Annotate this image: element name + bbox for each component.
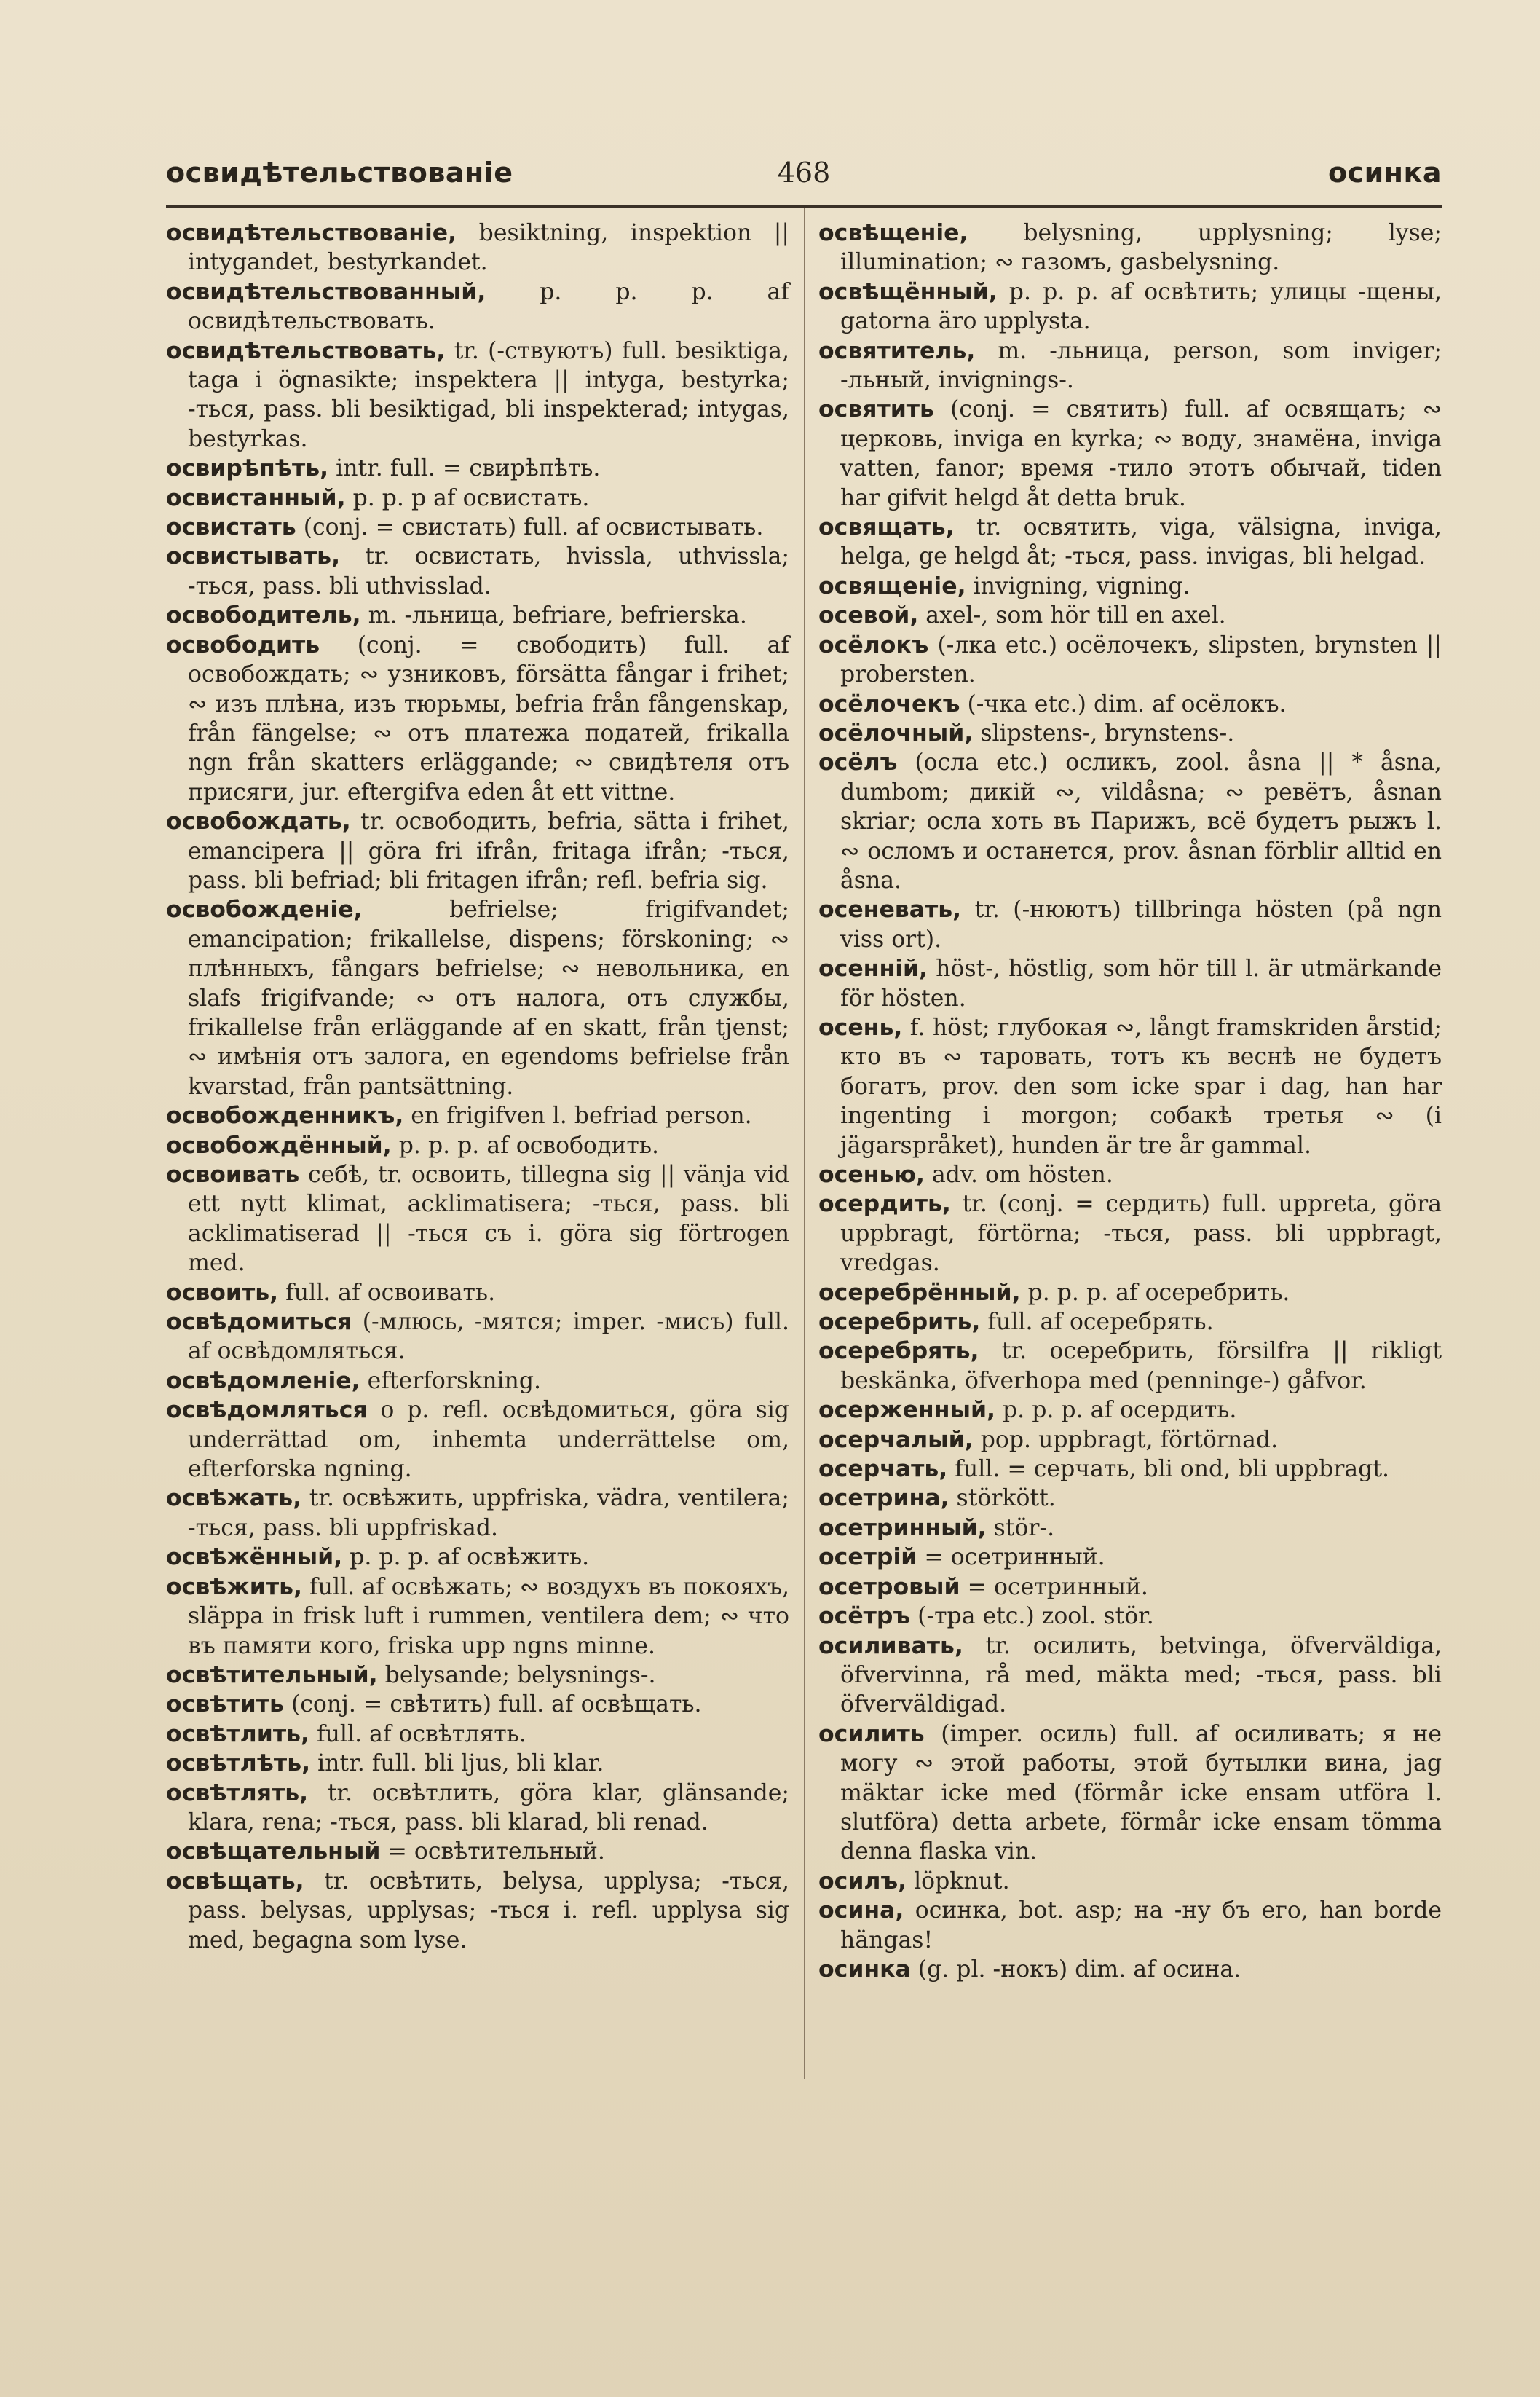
entry-definition: tr. освистать, hvissla, uthvissla; -ться, pass. bli uthvisslad. [188, 543, 789, 599]
entry-definition: tr. (-нюютъ) tillbringa hösten (på ngn viss ort). [840, 897, 1442, 953]
dictionary-entry [818, 336, 1442, 395]
dictionary-entry [166, 542, 789, 601]
entry-definition: m. -льница, befriare, befrierska. [360, 602, 747, 629]
entry-headword: освобождённый, [166, 1132, 392, 1159]
entry-headword: освоить, [166, 1279, 279, 1306]
dictionary-entry [166, 1543, 789, 1572]
entry-headword: осердить, [818, 1191, 951, 1218]
entry-definition: (imper. осиль) full. af осиливать; я не могу ∾ этой работы, этой бутылки вина, jag mäktar icke med (förmår icke ensam utföra l. slutföra) detta arbete, förmår icke ensam tömma denna flaska vin. [840, 1720, 1442, 1865]
entry-headword: осетринный, [818, 1514, 987, 1541]
dictionary-entry [166, 1749, 789, 1778]
entry-definition: besiktning, inspektion || intygandet, bestyrkandet. [188, 220, 789, 276]
dictionary-entry [818, 1720, 1442, 1867]
right-column [818, 219, 1442, 1984]
entry-headword: освирѣпѣть, [166, 455, 329, 482]
entry-headword: освѣщательный [166, 1838, 381, 1865]
entry-headword: осетрина, [818, 1485, 949, 1512]
dictionary-entry [818, 1278, 1442, 1307]
entry-headword: осетровый [818, 1573, 960, 1600]
entry-definition: en frigifven l. befriad person. [403, 1103, 752, 1130]
entry-definition: tr. освѣтить, belysa, upplysa; -ться, pass. belysas, upplysas; -ться i. refl. upplysa sig med, begagna som lyse. [188, 1867, 789, 1953]
dictionary-entry [166, 1720, 789, 1749]
entry-definition: = освѣтительный. [380, 1838, 605, 1865]
entry-definition: tr. (conj. = сердить) full. uppreta, göra uppbragt, förtörna; -ться, pass. bli uppbragt, vredgas. [840, 1191, 1442, 1277]
dictionary-entry [166, 336, 789, 454]
entry-definition: (conj. = святить) full. af освящать; ∾ церковь, inviga en kyrka; ∾ воду, знамёна, inviga vatten, fanor; время -тило этотъ обычай, tiden har gifvit helgd åt detta bruk. [840, 396, 1442, 511]
entry-definition: tr. освободить, befria, sätta i frihet, emancipera || göra fri ifrån, fritaga ifrån; -ться, pass. bli befriad; bli fritagen ifrån; refl. befria sig. [188, 808, 789, 894]
page-header [166, 157, 1442, 200]
dictionary-entry [166, 1160, 789, 1278]
dictionary-entry [166, 895, 789, 1101]
dictionary-entry [818, 1337, 1442, 1396]
dictionary-entry [166, 1661, 789, 1690]
entry-headword: освѣдомляться [166, 1397, 368, 1424]
entry-headword: осенній, [818, 956, 928, 983]
entry-headword: освятитель, [818, 337, 976, 364]
entry-headword: освѣжать, [166, 1485, 302, 1512]
entry-headword: осенью, [818, 1162, 925, 1188]
entry-headword: осёлочекъ [818, 690, 960, 717]
entry-headword: освѣдомиться [166, 1309, 352, 1336]
dictionary-entry [818, 895, 1442, 954]
dictionary-entry [818, 1307, 1442, 1337]
entry-headword: освоивать [166, 1162, 300, 1188]
dictionary-entry [166, 1101, 789, 1130]
entry-definition: = осетринный. [917, 1544, 1105, 1571]
entry-headword: освященіе, [818, 572, 966, 599]
entry-definition: full. af осеребрять. [980, 1309, 1214, 1336]
entry-definition: stör-. [986, 1514, 1055, 1541]
dictionary-entry [166, 601, 789, 630]
dictionary-entry [818, 1573, 1442, 1602]
entry-headword: осеребрять, [818, 1338, 979, 1365]
entry-headword: осилъ, [818, 1867, 907, 1894]
entry-definition: intr. full. bli ljus, bli klar. [310, 1750, 604, 1777]
entry-headword: освѣтлять, [166, 1779, 309, 1806]
dictionary-entry [818, 513, 1442, 572]
entry-headword: освидѣтельствовать, [166, 337, 446, 364]
entry-definition: full. af освоивать. [278, 1279, 496, 1306]
dictionary-entry [166, 1837, 789, 1866]
dictionary-entry [818, 954, 1442, 1013]
entry-headword: осинка [818, 1956, 911, 1983]
entry-headword: осёлъ [818, 749, 898, 776]
entry-definition: efterforskning. [360, 1367, 542, 1394]
entry-definition: (осла etc.) осликъ, zool. åsna || * åsna, dumbom; дикій ∾, vildåsna; ∾ ревётъ, åsnan skriar; осла хоть въ Парижъ, всё будетъ рыжъ l. ∾ осломъ и останется, prov. åsnan förblir alltid en åsna. [840, 749, 1442, 894]
dictionary-entry [818, 395, 1442, 513]
entry-definition: belysning, upplysning; lyse; illumination; ∾ газомъ, gasbelysning. [840, 220, 1442, 276]
dictionary-entry [166, 513, 789, 542]
entry-definition: befrielse; frigifvandet; emancipation; frikallelse, dispens; förskoning; ∾ плѣнныхъ, fångars befrielse; ∾ невольника, en slafs frigifvande; ∾ отъ налога, отъ службы, frikallelse från erläggande af en skatt, från tjenst; ∾ имѣнія отъ залога, en egendoms befrielse från kvarstad, från pantsättning. [188, 897, 789, 1100]
entry-headword: освѣщеніе, [818, 220, 968, 246]
entry-headword: осерчать, [818, 1456, 948, 1483]
entry-definition: intr. full. = свирѣпѣть. [328, 455, 601, 482]
dictionary-entry [818, 601, 1442, 630]
dictionary-entry [818, 748, 1442, 895]
entry-headword: освящать, [818, 514, 955, 541]
dictionary-entry [818, 572, 1442, 601]
entry-definition: осинка, bot. asp; на -ну бъ его, han borde hängas! [840, 1897, 1442, 1953]
column-divider [804, 208, 805, 2079]
entry-headword: осерчалый, [818, 1426, 974, 1453]
dictionary-entry [166, 1366, 789, 1396]
entry-definition: p. p. p. af осеребрить. [1020, 1279, 1290, 1306]
dictionary-entry [166, 1278, 789, 1307]
entry-definition: full. = серчать, bli ond, bli uppbragt. [947, 1456, 1389, 1483]
dictionary-entry [818, 219, 1442, 278]
right-guideword: осинка [1328, 157, 1442, 189]
entry-headword: освистать [166, 514, 296, 541]
entry-definition: invigning, vigning. [966, 572, 1190, 599]
entry-definition: adv. om hösten. [924, 1162, 1113, 1188]
dictionary-entry [818, 1896, 1442, 1955]
entry-headword: осевой, [818, 602, 919, 629]
entry-headword: осётръ [818, 1603, 911, 1630]
entry-headword: осиливать, [818, 1632, 963, 1659]
entry-definition: tr. освятить, viga, välsigna, inviga, helga, ge helgd åt; -ться, pass. invigas, bli helgad. [840, 514, 1442, 570]
entry-headword: освободитель, [166, 602, 361, 629]
entry-definition: slipstens-, brynstens-. [973, 720, 1235, 747]
dictionary-entry [166, 219, 789, 278]
entry-headword: осилить [818, 1720, 925, 1747]
entry-headword: осетрій [818, 1544, 917, 1571]
entry-definition: p. p. p. af освободить. [391, 1132, 659, 1159]
dictionary-entry [166, 1396, 789, 1484]
entry-definition: = осетринный. [960, 1573, 1148, 1600]
dictionary-entry [818, 1955, 1442, 1984]
entry-headword: освидѣтельствованіе, [166, 220, 457, 246]
entry-definition: (g. pl. -нокъ) dim. af осина. [910, 1956, 1241, 1983]
dictionary-entry [818, 278, 1442, 336]
entry-headword: освѣтить [166, 1691, 284, 1718]
entry-definition: f. höst; глубокая ∾, långt framskriden årstid; кто въ ∾ таровать, тотъ къ веснѣ не будетъ богатъ, prov. den som icke spar i dag, han har ingenting i morgon; cобакѣ третья ∾ (i jägarspråket), hunden är tre år gammal. [840, 1014, 1442, 1159]
dictionary-entry [818, 1543, 1442, 1572]
entry-definition: p. p. p. af осердить. [995, 1397, 1237, 1424]
entry-definition: (conj. = свистать) full. af освистывать. [296, 514, 764, 541]
entry-definition: pop. uppbragt, förtörnad. [973, 1426, 1279, 1453]
page-number: 468 [777, 157, 831, 189]
entry-headword: освѣдомленіе, [166, 1367, 360, 1394]
dictionary-entry [818, 719, 1442, 748]
left-guideword: освидѣтельствованіе [166, 157, 513, 189]
entry-definition: tr. осеребрить, försilfra || rikligt beskänka, öfverhopa med (penninge-) gåfvor. [840, 1338, 1442, 1394]
dictionary-entry [166, 631, 789, 807]
entry-definition: (-лка etc.) осёлочекъ, slipsten, brynsten || probersten. [840, 631, 1442, 688]
entry-definition: (-тра etc.) zool. stör. [910, 1603, 1154, 1630]
entry-headword: осерженный, [818, 1397, 995, 1424]
entry-headword: осёлочный, [818, 720, 974, 747]
dictionary-entry [166, 1484, 789, 1543]
entry-definition: störkött. [949, 1485, 1056, 1512]
dictionary-entry [166, 1307, 789, 1366]
entry-headword: освобождать, [166, 808, 351, 835]
dictionary-entry [166, 1690, 789, 1719]
entry-headword: освѣжить, [166, 1573, 302, 1600]
entry-definition: p. p. p. af освѣтить; улицы -щены, gatorna äro upplysta. [840, 278, 1442, 335]
dictionary-entry [818, 1160, 1442, 1189]
entry-definition: (conj. = свободить) full. af освобождать; ∾ узниковъ, försätta fångar i frihet; ∾ изъ плѣна, изъ тюрьмы, befria från fångenskap, från fängelse; ∾ отъ платежа податей, frikalla ngn från skatters erläggande; ∾ свидѣтеля отъ присяги, jur. eftergifva eden åt ett vittne. [188, 631, 789, 806]
dictionary-entry [166, 1573, 789, 1661]
entry-definition: tr. (-ствуютъ) full. besiktiga, taga i ögnasikte; inspektera || intyga, bestyrka; -ться, pass. bli besiktigad, bli inspekterad; intygas, bestyrkas. [188, 337, 789, 452]
entry-definition: höst-, höstlig, som hör till l. är utmärkande för hösten. [840, 956, 1442, 1012]
dictionary-entry [818, 1189, 1442, 1278]
entry-definition: löpknut. [907, 1867, 1010, 1894]
dictionary-entry [818, 1455, 1442, 1484]
entry-definition: o p. refl. освѣдомиться, göra sig underrättad om, inhemta underrättelse om, efterforska ngning. [188, 1397, 789, 1483]
dictionary-entry [818, 1514, 1442, 1543]
entry-headword: освистанный, [166, 484, 346, 511]
dictionary-entry [818, 1425, 1442, 1455]
entry-headword: освятить [818, 396, 934, 423]
entry-headword: осеневать, [818, 897, 962, 924]
entry-definition: tr. освѣтлить, göra klar, glänsande; klara, rena; -ться, pass. bli klarad, bli renad. [188, 1779, 789, 1835]
entry-definition: full. af освѣтлять. [309, 1720, 526, 1747]
dictionary-entry [166, 454, 789, 483]
entry-definition: full. af освѣжать; ∾ воздухъ въ покояхъ, släppa in frisk luft i rummen, ventilera dem; ∾ что въ памяти кого, friska upp ngns minne. [188, 1573, 790, 1659]
dictionary-entry [818, 1602, 1442, 1631]
entry-definition: belysande; belysnings-. [377, 1661, 656, 1688]
entry-headword: освѣтлѣть, [166, 1750, 311, 1777]
entry-headword: освободить [166, 631, 320, 658]
dictionary-entry [166, 1131, 789, 1160]
dictionary-entry [166, 484, 789, 513]
entry-definition: (-млюсь, -мятся; imper. -мисъ) full. af освѣдомляться. [188, 1309, 789, 1365]
entry-headword: осина, [818, 1897, 904, 1924]
entry-headword: освѣтлить, [166, 1720, 309, 1747]
entry-headword: освѣтительный, [166, 1661, 378, 1688]
entry-definition: p. p. p. af освѣжить. [342, 1544, 590, 1571]
dictionary-entry [818, 1632, 1442, 1720]
entry-definition: себѣ, tr. освоить, tillegna sig || vänja vid ett nytt klimat, acklimatisera; -ться, pass. bli acklimatiserad || -ться съ i. göra sig förtrogen med. [188, 1162, 789, 1277]
entry-definition: tr. осилить, betvinga, öfverväldiga, öfvervinna, rå med, mäkta med; -ться, pass. bli öfverväldigad. [840, 1632, 1442, 1718]
entry-headword: освистывать, [166, 543, 341, 570]
entry-headword: осеребрённый, [818, 1279, 1021, 1306]
dictionary-entry [818, 1013, 1442, 1160]
entry-headword: освѣщать, [166, 1867, 304, 1894]
entry-definition: axel-, som hör till en axel. [918, 602, 1226, 629]
dictionary-entry [818, 1396, 1442, 1425]
dictionary-entry [166, 1867, 789, 1955]
dictionary-entry [818, 631, 1442, 690]
entry-definition: (-чка etc.) dim. af осёлокъ. [960, 690, 1287, 717]
entry-headword: освидѣтельствованный, [166, 278, 486, 305]
dictionary-entry [166, 278, 789, 336]
dictionary-entry [818, 1867, 1442, 1896]
entry-headword: осень, [818, 1014, 903, 1041]
left-column [166, 219, 789, 1955]
entry-headword: осеребрить, [818, 1309, 981, 1336]
entry-headword: освѣжённый, [166, 1544, 343, 1571]
dictionary-entry [818, 690, 1442, 719]
dictionary-entry [166, 807, 789, 895]
entry-headword: освѣщённый, [818, 278, 998, 305]
entry-definition: (conj. = свѣтить) full. af освѣщать. [283, 1691, 702, 1718]
entry-headword: освобожденникъ, [166, 1103, 404, 1130]
entry-definition: tr. освѣжить, uppfriska, vädra, ventilera; -ться, pass. bli uppfriskad. [188, 1485, 789, 1541]
entry-definition: p. p. p. af освидѣтельствовать. [188, 278, 789, 335]
entry-definition: p. p. p af освистать. [345, 484, 590, 511]
dictionary-entry [166, 1779, 789, 1838]
entry-headword: освобожденіе, [166, 897, 363, 924]
entry-headword: осёлокъ [818, 631, 929, 658]
dictionary-entry [818, 1484, 1442, 1513]
entry-definition: m. -льница, person, som inviger; -льный, invignings-. [840, 337, 1442, 394]
